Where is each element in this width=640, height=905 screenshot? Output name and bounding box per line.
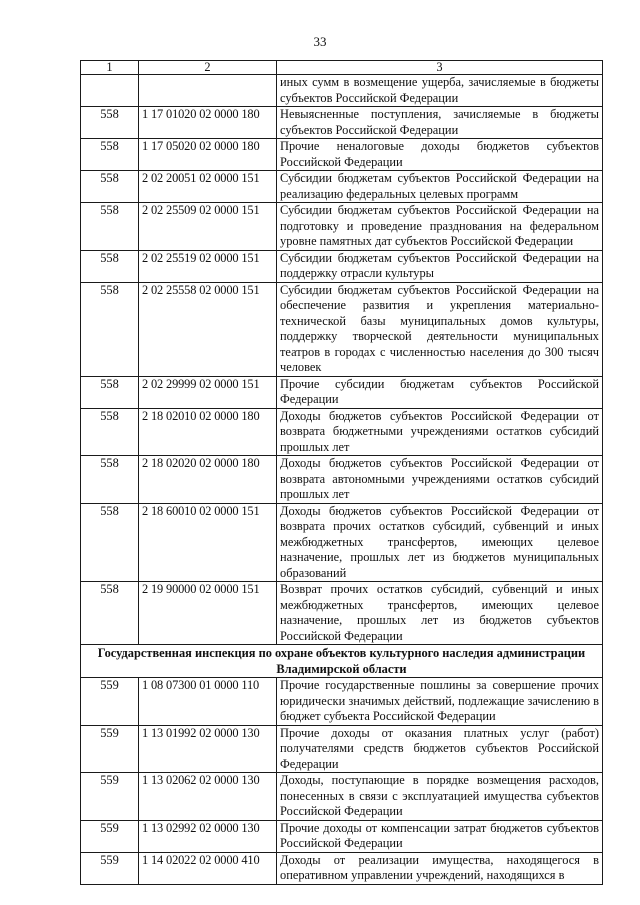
admin-code-cell: 558 (81, 376, 139, 408)
revenue-code-cell: 2 18 02010 02 0000 180 (139, 408, 277, 456)
revenue-name-cell: Доходы бюджетов субъектов Российской Федерации от возврата бюджетными учреждениями остатков субсидий прошлых лет (277, 408, 603, 456)
page-number: 33 (313, 34, 327, 49)
table-row (81, 820, 603, 852)
revenue-code-cell (139, 75, 277, 107)
table-row (81, 171, 603, 203)
revenue-code-cell: 2 02 20051 02 0000 151 (139, 171, 277, 203)
table-row (81, 503, 603, 582)
revenue-name-cell: Доходы от реализации имущества, находящегося в оперативном управлении учреждений, находящихся в (277, 852, 603, 884)
table-row (81, 408, 603, 456)
revenue-code-cell: 2 18 02020 02 0000 180 (139, 456, 277, 504)
table-row (81, 282, 603, 376)
revenue-code-cell: 2 18 60010 02 0000 151 (139, 503, 277, 582)
revenue-name-cell: Прочие доходы от оказания платных услуг (работ) получателями средств бюджетов субъектов Российской Федерации (277, 725, 603, 773)
table-body (81, 75, 603, 885)
revenue-name-cell: Субсидии бюджетам субъектов Российской Федерации на поддержку отрасли культуры (277, 250, 603, 282)
revenue-name-cell: Доходы бюджетов субъектов Российской Федерации от возврата прочих остатков субсидий, субвенций и иных межбюджетных трансфертов, имеющих целевое назначение, прошлых лет из бюджетов муниципальных образований (277, 503, 603, 582)
admin-code-cell: 558 (81, 139, 139, 171)
revenue-name-cell: Доходы, поступающие в порядке возмещения расходов, понесенных в связи с эксплуатацией имущества субъектов Российской Федерации (277, 773, 603, 821)
admin-code-cell: 559 (81, 725, 139, 773)
table-row (81, 139, 603, 171)
admin-code-cell: 558 (81, 107, 139, 139)
revenue-name-cell: Субсидии бюджетам субъектов Российской Федерации на обеспечение развития и укрепления материально-технической базы муниципальных домов культуры, поддержку творческой деятельности муниципальных театров в городах с численностью населения до 300 тысяч человек (277, 282, 603, 376)
table-row (81, 75, 603, 107)
revenue-code-cell: 2 19 90000 02 0000 151 (139, 582, 277, 645)
admin-code-cell: 558 (81, 582, 139, 645)
table-row (81, 725, 603, 773)
admin-code-cell: 559 (81, 820, 139, 852)
revenue-code-cell: 2 02 25519 02 0000 151 (139, 250, 277, 282)
table-row (81, 203, 603, 251)
revenue-code-cell: 1 13 02062 02 0000 130 (139, 773, 277, 821)
table-row (81, 582, 603, 645)
admin-code-cell: 558 (81, 456, 139, 504)
revenue-code-cell: 1 14 02022 02 0000 410 (139, 852, 277, 884)
admin-code-cell: 558 (81, 503, 139, 582)
revenue-name-cell: Прочие государственные пошлины за совершение прочих юридически значимых действий, подлежащие зачислению в бюджет субъекта Российской Федерации (277, 678, 603, 726)
revenue-code-cell: 1 17 05020 02 0000 180 (139, 139, 277, 171)
revenue-name-cell: Возврат прочих остатков субсидий, субвенций и иных межбюджетных трансфертов, имеющих целевое назначение, прошлых лет из бюджетов субъектов Российской Федерации (277, 582, 603, 645)
table-row (81, 456, 603, 504)
table-header-row (81, 61, 603, 75)
table-row (81, 678, 603, 726)
revenue-name-cell: Прочие доходы от компенсации затрат бюджетов субъектов Российской Федерации (277, 820, 603, 852)
admin-code-cell: 558 (81, 282, 139, 376)
admin-code-cell: 558 (81, 408, 139, 456)
table-row (81, 376, 603, 408)
revenue-code-cell: 2 02 29999 02 0000 151 (139, 376, 277, 408)
revenue-name-cell: Прочие субсидии бюджетам субъектов Российской Федерации (277, 376, 603, 408)
admin-code-cell: 558 (81, 203, 139, 251)
revenue-name-cell: Субсидии бюджетам субъектов Российской Федерации на подготовку и проведение празднования на федеральном уровне памятных дат субъектов Российской Федерации (277, 203, 603, 251)
revenue-name-cell: Невыясненные поступления, зачисляемые в бюджеты субъектов Российской Федерации (277, 107, 603, 139)
admin-code-cell (81, 75, 139, 107)
header-column-2: 2 (139, 61, 277, 75)
revenue-code-cell: 1 17 01020 02 0000 180 (139, 107, 277, 139)
admin-code-cell: 558 (81, 171, 139, 203)
admin-code-cell: 559 (81, 773, 139, 821)
admin-code-cell: 559 (81, 852, 139, 884)
revenue-name-cell: иных сумм в возмещение ущерба, зачисляемые в бюджеты субъектов Российской Федерации (277, 75, 603, 107)
revenue-name-cell: Прочие неналоговые доходы бюджетов субъектов Российской Федерации (277, 139, 603, 171)
section-heading-row (81, 645, 603, 678)
revenue-code-cell: 2 02 25509 02 0000 151 (139, 203, 277, 251)
revenue-code-cell: 1 13 02992 02 0000 130 (139, 820, 277, 852)
header-column-3: 3 (277, 61, 603, 75)
revenue-code-cell: 1 13 01992 02 0000 130 (139, 725, 277, 773)
revenue-code-cell: 1 08 07300 01 0000 110 (139, 678, 277, 726)
table-row (81, 773, 603, 821)
section-heading: Государственная инспекция по охране объектов культурного наследия администрации Владимирской области (81, 645, 603, 678)
admin-code-cell: 559 (81, 678, 139, 726)
revenue-code-cell: 2 02 25558 02 0000 151 (139, 282, 277, 376)
table-row (81, 107, 603, 139)
admin-code-cell: 558 (81, 250, 139, 282)
revenue-name-cell: Субсидии бюджетам субъектов Российской Федерации на реализацию федеральных целевых программ (277, 171, 603, 203)
revenue-name-cell: Доходы бюджетов субъектов Российской Федерации от возврата автономными учреждениями остатков субсидий прошлых лет (277, 456, 603, 504)
table-row (81, 852, 603, 884)
header-column-1: 1 (81, 61, 139, 75)
table-row (81, 250, 603, 282)
budget-revenue-table (80, 60, 603, 885)
